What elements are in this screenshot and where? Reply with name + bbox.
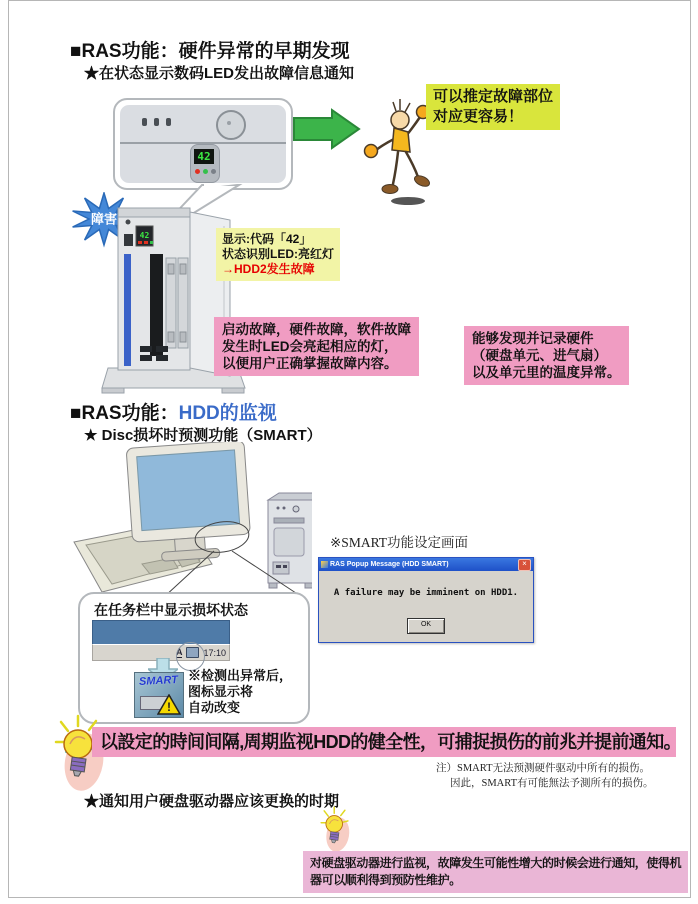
section2-title-prefix: ■RAS功能： xyxy=(70,403,179,424)
tray-highlight-circle xyxy=(176,642,205,671)
record-line: 以及单元里的温度异常。 xyxy=(472,365,621,380)
taskbar-image xyxy=(92,620,230,660)
smart-popup-dialog xyxy=(318,557,534,643)
replace-time-subtitle: ★通知用户硬盘驱动器应该更换的时期 xyxy=(84,793,340,810)
explanation-line: 以便用户正确掌握故障内容。 xyxy=(222,356,398,371)
explanation-line: 发生时LED会亮起相应的灯， xyxy=(222,339,398,354)
dialog-icon xyxy=(321,561,328,568)
smart-icon-label: SMART xyxy=(138,673,179,689)
panel-vent-dot xyxy=(154,118,159,126)
drive-slot xyxy=(150,254,163,356)
desktop-pc-illustration xyxy=(268,493,312,588)
fault-burst-label: 障害 xyxy=(90,211,118,227)
status-code-display: 42 xyxy=(194,149,214,164)
blue-label-stripe xyxy=(124,254,131,366)
computer-set-illustration xyxy=(72,442,312,602)
lightbulb-icon-small xyxy=(320,806,352,856)
led-panel-bubble xyxy=(113,98,293,190)
tray-clock: 17:10 xyxy=(203,647,226,658)
section2-title xyxy=(70,398,277,425)
section1-title: ■RAS功能：硬件异常的早期发现 xyxy=(70,41,350,62)
record-line: 能够发现并记录硬件 xyxy=(472,331,594,346)
code-line-fault: →HDD2发生故障 xyxy=(222,262,315,276)
icon-change-note: ※检测出异常后， 图标显示将 自动改变 xyxy=(188,668,293,715)
panel-vent-dot xyxy=(166,118,171,126)
benefit-callout xyxy=(426,84,560,130)
code-line: 状态识别LED:亮红灯 xyxy=(222,247,334,261)
green-arrow-icon xyxy=(292,108,362,152)
benefit-line: 对应更容易！ xyxy=(433,108,524,125)
power-button-icon xyxy=(216,110,246,140)
dialog-titlebar xyxy=(319,558,533,571)
status-led-module xyxy=(190,144,220,183)
green-led xyxy=(203,169,208,174)
front-panel-image xyxy=(120,105,286,183)
red-led xyxy=(195,169,200,174)
section2-subtitle: ★ Disc损坏时预测功能（SMART） xyxy=(84,427,322,444)
svg-text:!: ! xyxy=(167,700,171,714)
dialog-title: RAS Popup Message (HDD SMART) xyxy=(330,561,449,568)
code-line: 显示:代码「42」 xyxy=(222,232,312,246)
section1-subtitle: ★在状态显示数码LED发出故障信息通知 xyxy=(84,65,355,82)
status-led-row xyxy=(195,169,216,174)
hdd-monitor-banner: 以設定的時间间隔,周期监视HDD的健全性，可捕捉损伤的前兆并提前通知。 xyxy=(92,727,676,757)
off-led xyxy=(211,169,216,174)
taskbar-callout-title: 在任务栏中显示损坏状态 xyxy=(94,602,248,618)
smart-warning-icon xyxy=(134,672,184,718)
preventive-maintenance-box: 对硬盘驱动器进行监视，故障发生可能性增大的时候会进行通知，使得机 器可以顺利得到预防性维护。 xyxy=(303,851,688,893)
section2-title-highlight: HDD的监视 xyxy=(178,403,277,424)
window-area xyxy=(92,620,230,644)
fault-code-box xyxy=(216,228,340,281)
hardware-record-box xyxy=(464,326,629,385)
led-explanation-box xyxy=(214,317,419,376)
taskbar-status-callout xyxy=(78,592,310,724)
warning-triangle-icon xyxy=(157,694,181,716)
benefit-line: 可以推定故障部位 xyxy=(433,88,554,105)
record-line: （硬盘单元、进气扇） xyxy=(472,348,607,363)
ok-button[interactable]: OK xyxy=(407,618,445,634)
explanation-line: 启动故障，硬件故障，软件故障 xyxy=(222,322,411,337)
smart-limitation-note: 注）SMART无法预测硬件驱动中所有的损伤。 因此，SMART有可能無法予測所有的损伤。 xyxy=(436,763,654,789)
tray-letter-icon: A xyxy=(175,646,183,657)
panel-vent-dot xyxy=(142,118,147,126)
smart-screen-caption: ※SMART功能设定画面 xyxy=(330,535,469,550)
close-icon[interactable]: × xyxy=(518,559,531,571)
tower-led-code: 42 xyxy=(139,231,150,240)
dialog-message: A failure may be imminent on HDD1. xyxy=(333,588,519,598)
